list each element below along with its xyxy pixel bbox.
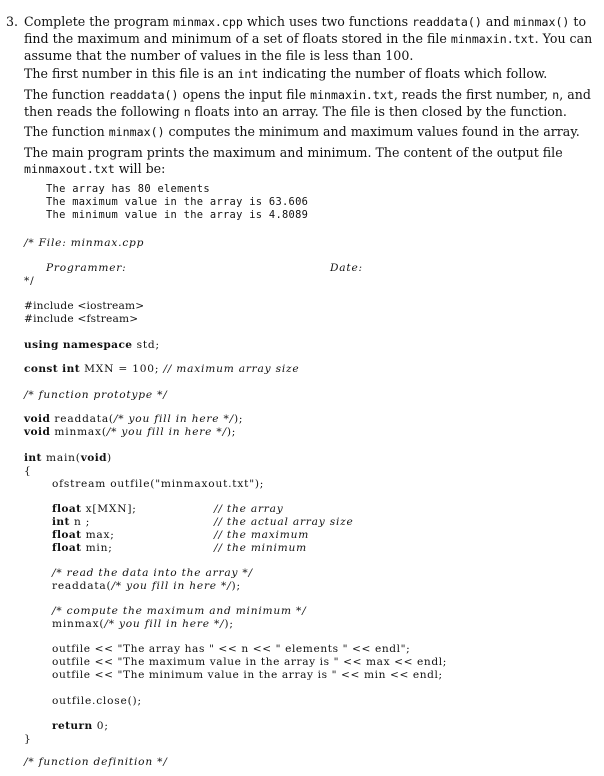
code-main-signature	[24, 452, 112, 465]
code-const-line	[24, 363, 300, 376]
code-readdata-name: readdata(	[50, 413, 114, 425]
code-using-line	[24, 339, 160, 352]
code-readdata-call	[52, 580, 241, 593]
code-decl-n-comment: // the actual array size	[214, 516, 354, 528]
problem-paragraph-3	[24, 87, 596, 121]
inline-code: readdata()	[412, 15, 482, 29]
text-run: , and then reads the following	[24, 87, 591, 119]
code-decl-min-type: float	[52, 542, 82, 554]
text-run: floats into an array. The file is then closed by the function.	[190, 103, 567, 119]
code-close-brace: }	[24, 733, 32, 745]
code-main-close-paren: )	[106, 452, 112, 464]
inline-code: readdata()	[108, 88, 179, 102]
code-header-programmer: Programmer:	[46, 262, 127, 274]
inline-code: n	[552, 88, 560, 102]
code-decl-x-name: x[MXN];	[81, 503, 137, 515]
inline-code: minmaxin.txt	[310, 88, 394, 102]
problem-paragraph-1	[24, 14, 596, 63]
text-run: will be:	[114, 160, 166, 176]
inline-code: minmaxout.txt	[24, 161, 115, 176]
text-run: The main program prints the maximum and minimum. The content of the output file	[24, 145, 563, 160]
problem-paragraph-5-line-1	[24, 145, 604, 178]
code-decl-x-type: float	[52, 503, 82, 515]
text-run: computes the minimum and maximum values found in the array.	[164, 124, 580, 139]
text-run: indicating the number of floats which follow.	[258, 66, 548, 81]
code-return-keyword: return	[52, 720, 93, 732]
code-minmax-close: );	[226, 426, 237, 438]
code-return-value: 0;	[92, 720, 109, 732]
code-include-iostream: #include <iostream>	[24, 300, 145, 312]
code-minmax-call-close: );	[224, 618, 234, 630]
code-readdata-call-comment: /* you fill in here */	[111, 580, 232, 592]
code-minmax-void: void	[24, 426, 51, 438]
code-decl-min-name: min;	[81, 542, 113, 554]
code-decl-min-comment: // the minimum	[214, 542, 307, 554]
code-readdata-close: );	[233, 413, 244, 425]
code-minmax-call-name: minmax(	[52, 618, 105, 630]
code-definition-comment: /* function definition */	[24, 756, 168, 768]
code-minmax-name: minmax(	[50, 426, 107, 438]
text-run: which uses two functions	[242, 14, 413, 29]
code-const-rest: MXN = 100;	[79, 363, 164, 375]
inline-code: minmax()	[108, 125, 165, 139]
inline-code: minmaxin.txt	[450, 31, 535, 46]
code-prototype-comment: /* function prototype */	[24, 389, 168, 401]
text-run: opens the input file	[178, 87, 311, 102]
code-decl-max-name: max;	[81, 529, 115, 541]
text-run: to find the maximum and minimum of a set of floats stored in the file	[24, 14, 587, 46]
sample-output-line-2: The maximum value in the array is 63.606	[46, 196, 309, 208]
code-decl-min	[52, 542, 113, 555]
problem-paragraph-2	[24, 66, 596, 83]
code-decl-n-name: n ;	[69, 516, 91, 528]
inline-code: int	[237, 67, 259, 81]
code-readdata-prototype	[24, 413, 243, 426]
code-main-name: main(	[41, 452, 81, 464]
code-decl-n	[52, 516, 90, 529]
text-run: The function	[24, 124, 109, 139]
code-main-void: void	[80, 452, 107, 464]
text-run: . You can assume that the number of values in the file is less than 100.	[24, 30, 593, 63]
code-ofstream-line: ofstream outfile("minmaxout.txt");	[52, 478, 265, 490]
code-minmax-comment: /* you fill in here */	[106, 426, 227, 438]
code-decl-max-comment: // the maximum	[214, 529, 310, 541]
code-header-file: /* File: minmax.cpp	[24, 237, 145, 249]
code-readdata-call-name: readdata(	[52, 580, 112, 592]
code-const-keyword: const int	[24, 363, 80, 375]
text-run: The function	[24, 87, 109, 102]
problem-number: 3.	[6, 14, 19, 29]
code-minmax-call-comment: /* you fill in here */	[104, 618, 225, 630]
text-run: , reads the first number,	[393, 87, 553, 102]
code-return-line	[52, 720, 109, 733]
code-decl-max	[52, 529, 115, 542]
code-decl-n-type: int	[52, 516, 70, 528]
code-main-int: int	[24, 452, 42, 464]
inline-code: minmax.cpp	[173, 15, 243, 29]
code-compute-comment: /* compute the maximum and minimum */	[52, 605, 307, 617]
code-readdata-void: void	[24, 413, 51, 425]
code-include-fstream: #include <fstream>	[24, 313, 139, 325]
code-const-comment: // maximum array size	[163, 363, 300, 375]
code-output-line-1: outfile << "The array has " << n << " elements " << endl";	[52, 643, 411, 655]
code-close-line: outfile.close();	[52, 695, 142, 707]
paragraph-5-text	[24, 145, 563, 176]
inline-code: minmax()	[513, 15, 570, 29]
code-minmax-call	[52, 618, 234, 631]
code-output-line-3: outfile << "The minimum value in the array is " << min << endl;	[52, 669, 443, 681]
code-read-comment: /* read the data into the array */	[52, 567, 253, 579]
problem-paragraph-4	[24, 124, 596, 141]
code-header-date: Date:	[330, 262, 363, 274]
text-run: Complete the program	[24, 14, 174, 29]
code-open-brace: {	[24, 465, 32, 477]
code-decl-x-comment: // the array	[214, 503, 284, 515]
code-readdata-call-close: );	[231, 580, 241, 592]
code-minmax-prototype	[24, 426, 236, 439]
code-header-close: */	[24, 275, 35, 287]
inline-code: n	[183, 104, 191, 119]
sample-output-line-1: The array has 80 elements	[46, 183, 210, 195]
code-readdata-comment: /* you fill in here */	[113, 413, 234, 425]
code-decl-max-type: float	[52, 529, 82, 541]
code-output-line-2: outfile << "The maximum value in the array is " << max << endl;	[52, 656, 447, 668]
code-using-rest: std;	[132, 339, 160, 351]
code-using-keyword: using namespace	[24, 339, 133, 351]
text-run: and	[481, 14, 514, 29]
text-run: The first number in this file is an	[24, 66, 238, 81]
sample-output-line-3: The minimum value in the array is 4.8089	[46, 209, 309, 221]
code-decl-x	[52, 503, 137, 516]
